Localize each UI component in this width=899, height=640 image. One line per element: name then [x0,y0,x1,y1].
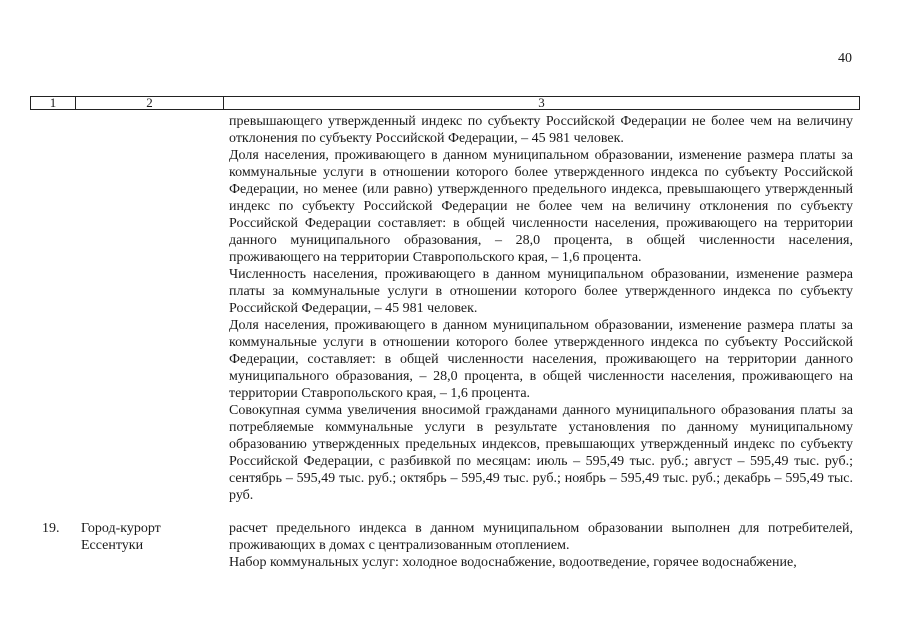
paragraph: Набор коммунальных услуг: холодное водоснабжение, водоотведение, горячее водоснабжение, [229,555,797,570]
row-content [229,520,853,571]
municipality-name: Город-курорт Ессентуки [81,521,161,553]
paragraph: расчет предельного индекса в данном муниципальном образовании выполнен для потребителей, проживающих в домах с централизованным отоплением. [229,521,853,553]
table-header-col-1: 1 [31,97,76,109]
continuation-text-block [229,113,853,504]
paragraph: Доля населения, проживающего в данном муниципальном образовании, изменение размера платы за коммунальные услуги в отношении которого более утвержденного индекса по субъекту Российской Федерации, составляет: в общей численности населения, проживающего на территории данного муниципального образования, – 28,0 процента, в общей численности населения, проживающего на территории Ставропольского края, – 1,6 процента. [229,318,853,401]
paragraph: Совокупная сумма увеличения вносимой гражданами данного муниципального образования платы за потребляемые коммунальные услуги в результате установления по данному муниципальному образованию утвержденных предельных индексов, превышающих утвержденный индекс по субъекту Российской Федерации, с разбивкой по месяцам: июль – 595,49 тыс. руб.; август – 595,49 тыс. руб.; сентябрь – 595,49 тыс. руб.; октябрь – 595,49 тыс. руб.; ноябрь – 595,49 тыс. руб.; декабрь – 595,49 тыс. руб. [229,403,853,503]
page-number: 40 [838,51,852,66]
table-header-row [30,96,860,110]
row-number: 19. [42,521,60,536]
paragraph: Численность населения, проживающего в данном муниципальном образовании, изменение размера платы за коммунальные услуги в отношении которого более утвержденного индекса по субъекту Российской Федерации, – 45 981 человек. [229,267,853,316]
paragraph: Доля населения, проживающего в данном муниципальном образовании, изменение размера платы за коммунальные услуги в отношении которого более утвержденного индекса по субъекту Российской Федерации, но менее (или равно) утвержденного предельного индекса, превышающего утвержденный индекс по субъекту Российской Федерации не более чем на величину отклонения по субъекту Российской Федерации составляет: в общей численности населения, проживающего на территории данного муниципального образования, – 28,0 процента, в общей численности населения, проживающего на территории Ставропольского края, – 1,6 процента. [229,148,853,265]
table-header-col-3: 3 [538,95,545,110]
paragraph: превышающего утвержденный индекс по субъекту Российской Федерации не более чем на величину отклонения по субъекту Российской Федерации, – 45 981 человек. [229,114,853,146]
table-header-col-2: 2 [76,97,224,109]
